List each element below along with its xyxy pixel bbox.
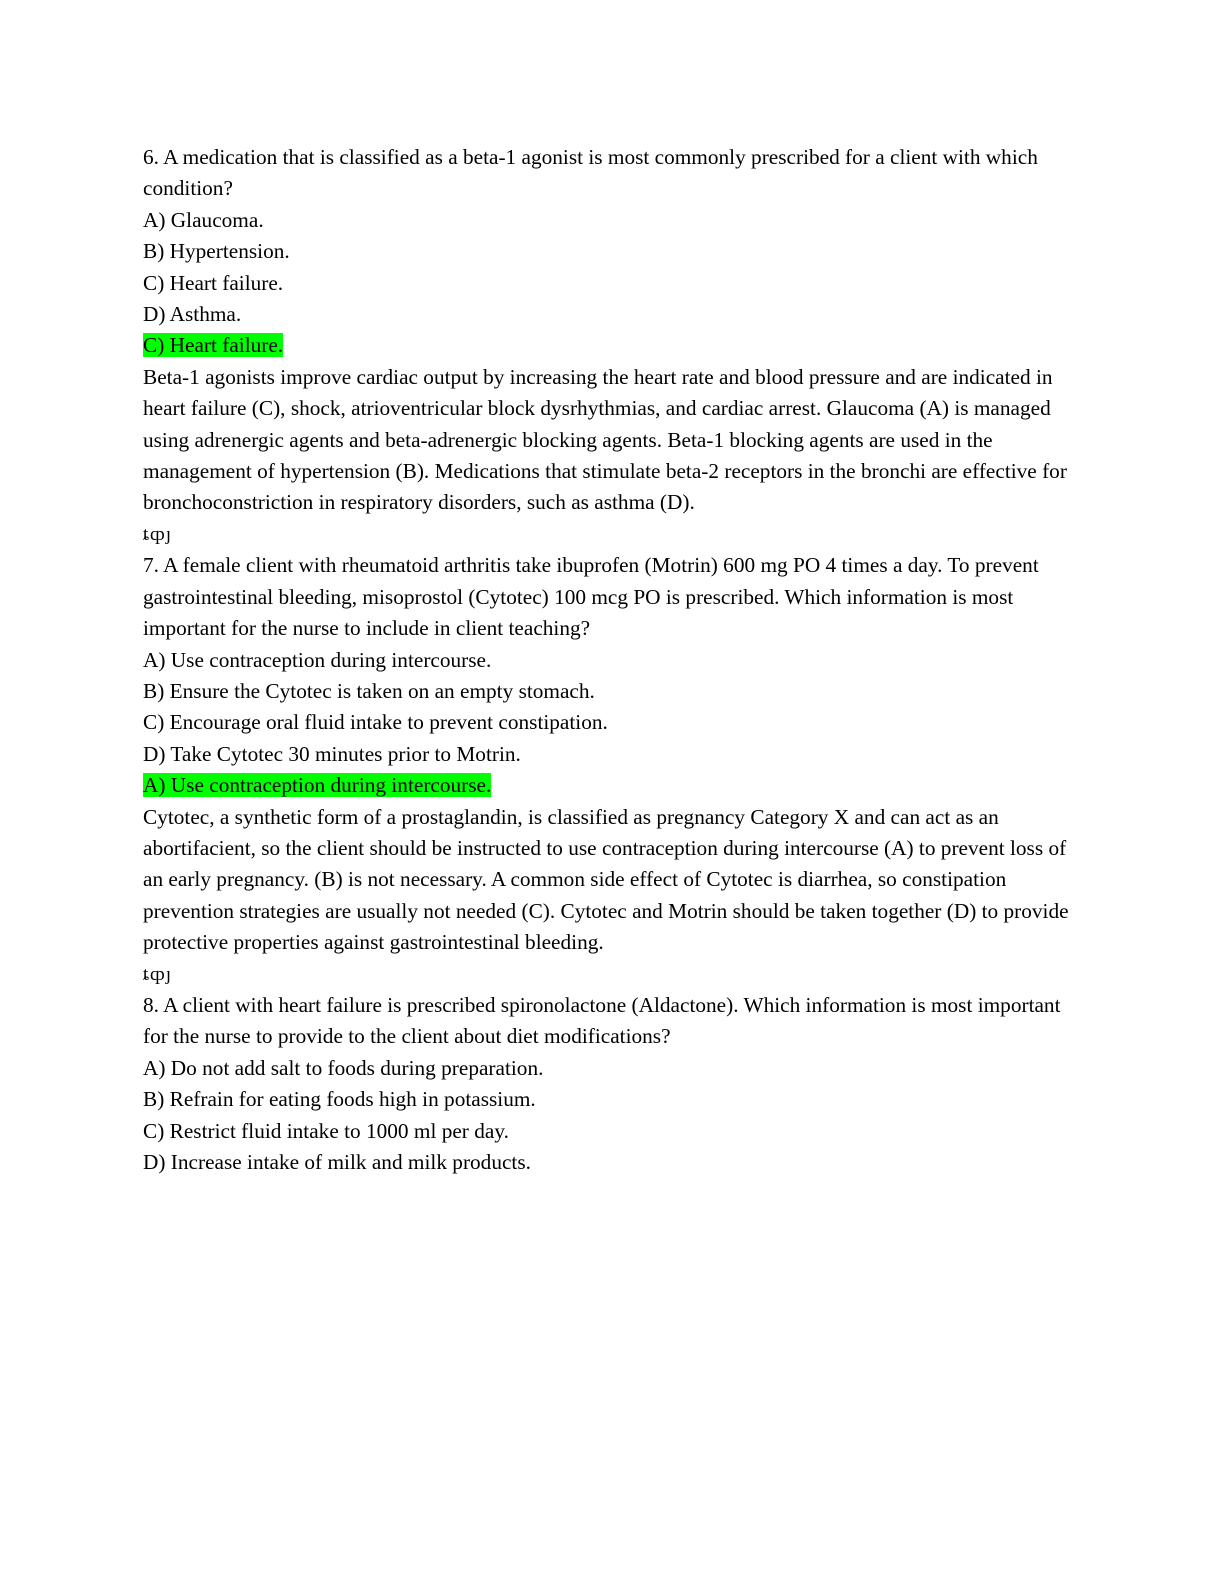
question-7 [143,550,1078,990]
rationale: Beta-1 agonists improve cardiac output by increasing the heart rate and blood pressure and are indicated in heart failure (C), shock, atrioventricular block dysrhythmias, and cardiac arrest. Glaucoma (A) is managed using adrenergic agents and beta-adrenergic blocking agents. Beta-1 blocking agents are used in the management of hypertension (B). Medications that stimulate beta-2 receptors in the bronchi are effective for bronchoconstriction in respiratory disorders, such as asthma (D). [143,364,1067,515]
option-a: A) Glaucoma. [143,207,264,232]
option-b: B) Refrain for eating foods high in potassium. [143,1087,536,1112]
question-stem: 7. A female client with rheumatoid arthritis take ibuprofen (Motrin) 600 mg PO 4 times a day. To prevent gastrointestinal bleeding, misoprostol (Cytotec) 100 mcg PO is prescribed. Which information is most important for the nurse to include in client teaching? [143,553,1039,641]
highlighted-answer: C) Heart failure. [143,333,284,358]
separator-glyphs: ȶȹȷ [143,523,172,545]
document-page [143,142,1078,1178]
option-c: C) Restrict fluid intake to 1000 ml per day. [143,1118,509,1143]
option-d: D) Increase intake of milk and milk products. [143,1150,531,1174]
option-b: B) Hypertension. [143,239,290,264]
option-b: B) Ensure the Cytotec is taken on an empty stomach. [143,678,595,703]
question-stem: 8. A client with heart failure is prescribed spironolactone (Aldactone). Which information is most important for the nurse to provide to the client about diet modifications? [143,992,1061,1049]
separator-glyphs: ȶȹȷ [143,963,172,985]
question-stem: 6. A medication that is classified as a beta-1 agonist is most commonly prescribed for a client with which condition? [143,145,1038,201]
option-a: A) Do not add salt to foods during preparation. [143,1055,544,1080]
option-d: D) Asthma. [143,302,242,327]
option-c: C) Heart failure. [143,270,284,295]
highlighted-answer: A) Use contraception during intercourse. [143,773,492,798]
option-c: C) Encourage oral fluid intake to prevent constipation. [143,710,608,735]
option-a: A) Use contraception during intercourse. [143,647,492,672]
question-8 [143,990,1078,1178]
question-6 [143,142,1078,550]
option-d: D) Take Cytotec 30 minutes prior to Motrin. [143,741,521,766]
rationale: Cytotec, a synthetic form of a prostaglandin, is classified as pregnancy Category X and can act as an abortifacient, so the client should be instructed to use contraception during intercourse (A) to prevent loss of an early pregnancy. (B) is not necessary. A common side effect of Cytotec is diarrhea, so constipation prevention strategies are usually not needed (C). Cytotec and Motrin should be taken together (D) to provide protective properties against gastrointestinal bleeding. [143,804,1069,955]
